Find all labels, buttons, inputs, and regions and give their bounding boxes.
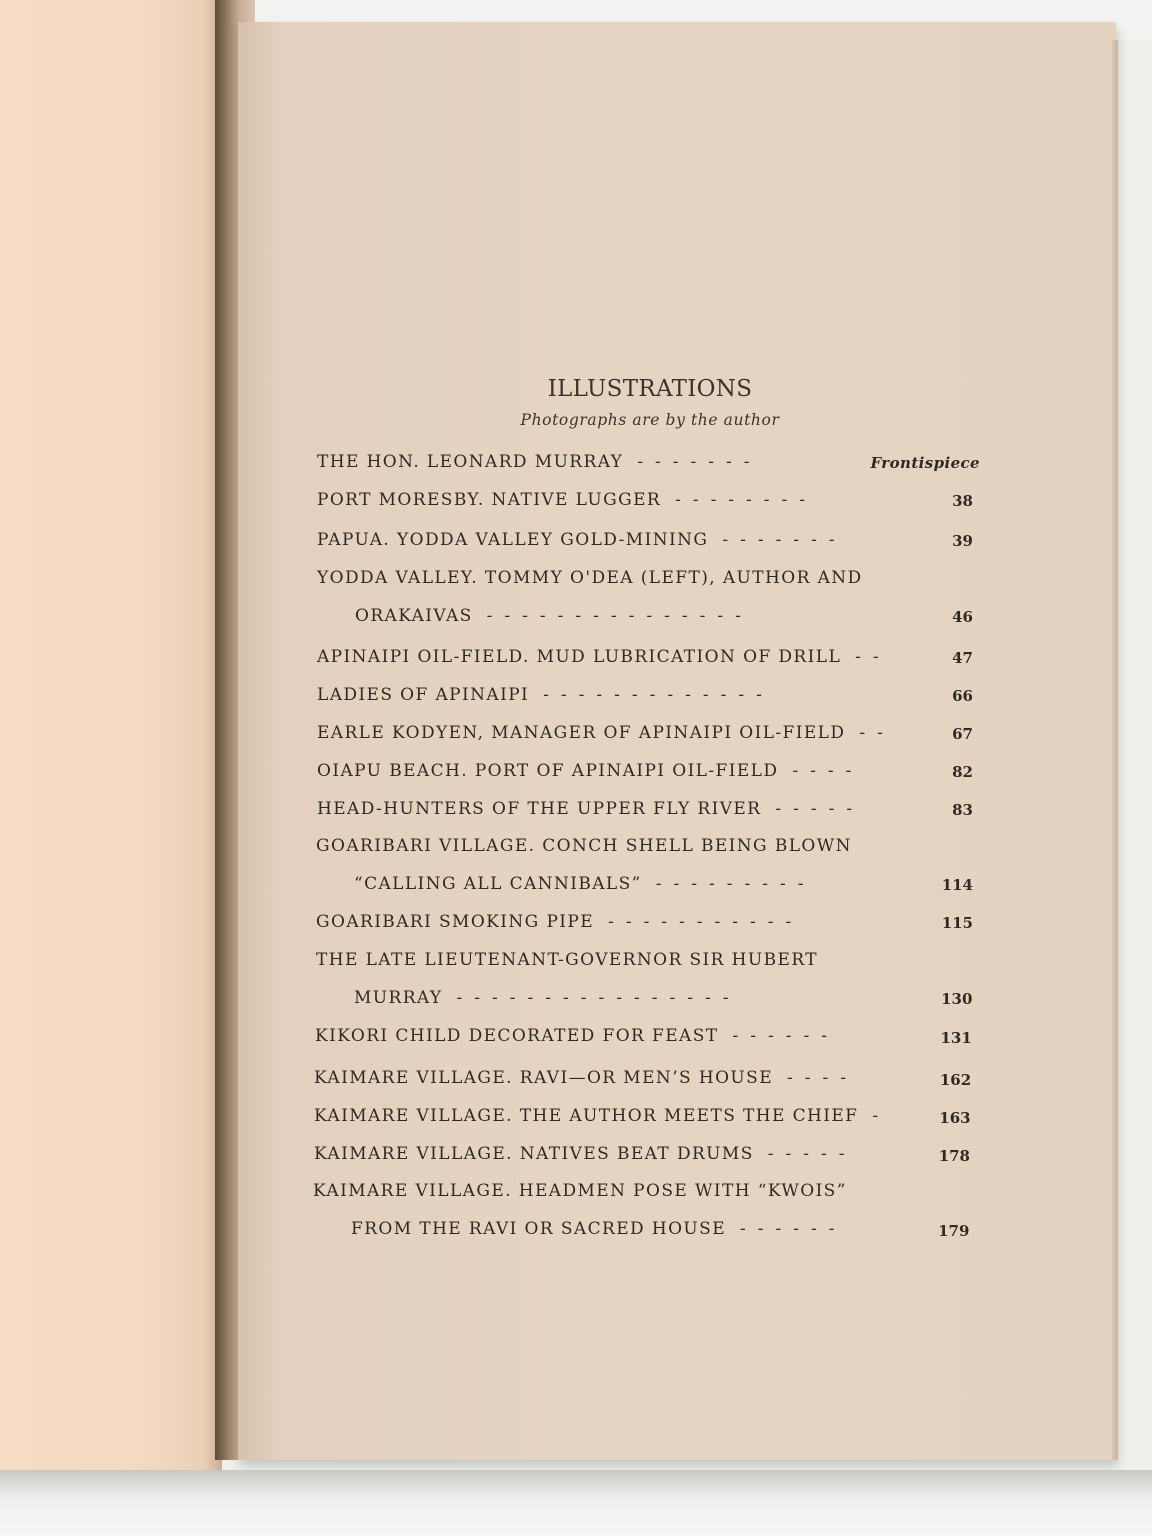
entry-title: APINAIPI OIL-FIELD. MUD LUBRICATION OF DRILL: [317, 647, 842, 667]
leader-dashes: ---------------: [486, 606, 753, 626]
entry-title: “CALLING ALL CANNIBALS”: [354, 874, 642, 894]
page-number: 39: [952, 532, 973, 550]
leader-dashes: ----------------: [456, 988, 741, 1008]
entry-title: EARLE KODYEN, MANAGER OF APINAIPI OIL-FIELD: [317, 723, 846, 743]
entry-title: THE HON. LEONARD MURRAY: [317, 452, 624, 472]
page-number: 38: [952, 492, 973, 510]
entry-title: KAIMARE VILLAGE. NATIVES BEAT DRUMS: [314, 1144, 754, 1164]
leader-dashes: ------: [740, 1219, 847, 1239]
leader-dashes: -----------: [608, 912, 804, 932]
page-number: 46: [952, 608, 973, 626]
leader-dashes: -: [872, 1106, 891, 1126]
page-number: 83: [952, 801, 973, 819]
page-number: 163: [939, 1109, 971, 1127]
page-number: 66: [952, 687, 973, 705]
page-number: 47: [952, 649, 973, 667]
leader-dashes: --------: [675, 490, 818, 510]
leader-dashes: ------: [732, 1026, 839, 1046]
page-number: Frontispiece: [870, 454, 980, 472]
entry-title: PORT MORESBY. NATIVE LUGGER: [317, 490, 662, 510]
leader-dashes: -------: [637, 452, 762, 472]
left-page: [0, 0, 222, 1536]
entry-title: FROM THE RAVI OR SACRED HOUSE: [351, 1219, 727, 1239]
page-number: 82: [952, 763, 973, 781]
page-title: ILLUSTRATIONS: [547, 376, 753, 402]
entry-title: THE LATE LIEUTENANT-GOVERNOR SIR HUBERT: [316, 950, 818, 970]
leader-dashes: --: [859, 723, 895, 743]
page-number: 162: [939, 1071, 972, 1089]
table-surface: [0, 1470, 1152, 1536]
leader-dashes: -----: [767, 1144, 857, 1164]
entry-title: MURRAY: [354, 988, 443, 1008]
entry-title: LADIES OF APINAIPI: [317, 685, 530, 705]
leader-dashes: ----: [792, 761, 864, 781]
page-number: 114: [941, 876, 973, 894]
leader-dashes: ----: [787, 1068, 858, 1088]
page-subtitle: Photographs are by the author: [520, 411, 780, 429]
entry-title: KAIMARE VILLAGE. THE AUTHOR MEETS THE CHIEF: [314, 1106, 859, 1126]
page-number: 67: [952, 725, 973, 743]
page-number: 131: [940, 1029, 972, 1047]
entry-title: GOARIBARI VILLAGE. CONCH SHELL BEING BLOWN: [316, 836, 852, 856]
page-number: 179: [938, 1222, 970, 1240]
entry-title: HEAD-HUNTERS OF THE UPPER FLY RIVER: [317, 799, 762, 819]
leader-dashes: -------------: [543, 685, 774, 705]
entry-title: OIAPU BEACH. PORT OF APINAIPI OIL-FIELD: [317, 761, 779, 781]
entry-title: PAPUA. YODDA VALLEY GOLD-MINING: [317, 530, 709, 550]
page-number: 130: [941, 990, 973, 1008]
entry-title: KAIMARE VILLAGE. HEADMEN POSE WITH “KWOIS”: [313, 1181, 847, 1201]
entry-title: KAIMARE VILLAGE. RAVI—OR MEN’S HOUSE: [314, 1068, 773, 1088]
entry-title: ORAKAIVAS: [355, 606, 473, 626]
leader-dashes: -------: [722, 530, 847, 550]
entry-title: YODDA VALLEY. TOMMY O'DEA (LEFT), AUTHOR AND: [317, 568, 863, 588]
page-number: 115: [941, 914, 973, 932]
entry-title: KIKORI CHILD DECORATED FOR FEAST: [315, 1026, 719, 1046]
leader-dashes: --: [855, 647, 891, 667]
page-edge: [1112, 40, 1118, 1460]
page-number: 178: [938, 1147, 970, 1165]
leader-dashes: ---------: [655, 874, 816, 894]
entry-title: GOARIBARI SMOKING PIPE: [316, 912, 595, 932]
leader-dashes: -----: [775, 799, 865, 819]
